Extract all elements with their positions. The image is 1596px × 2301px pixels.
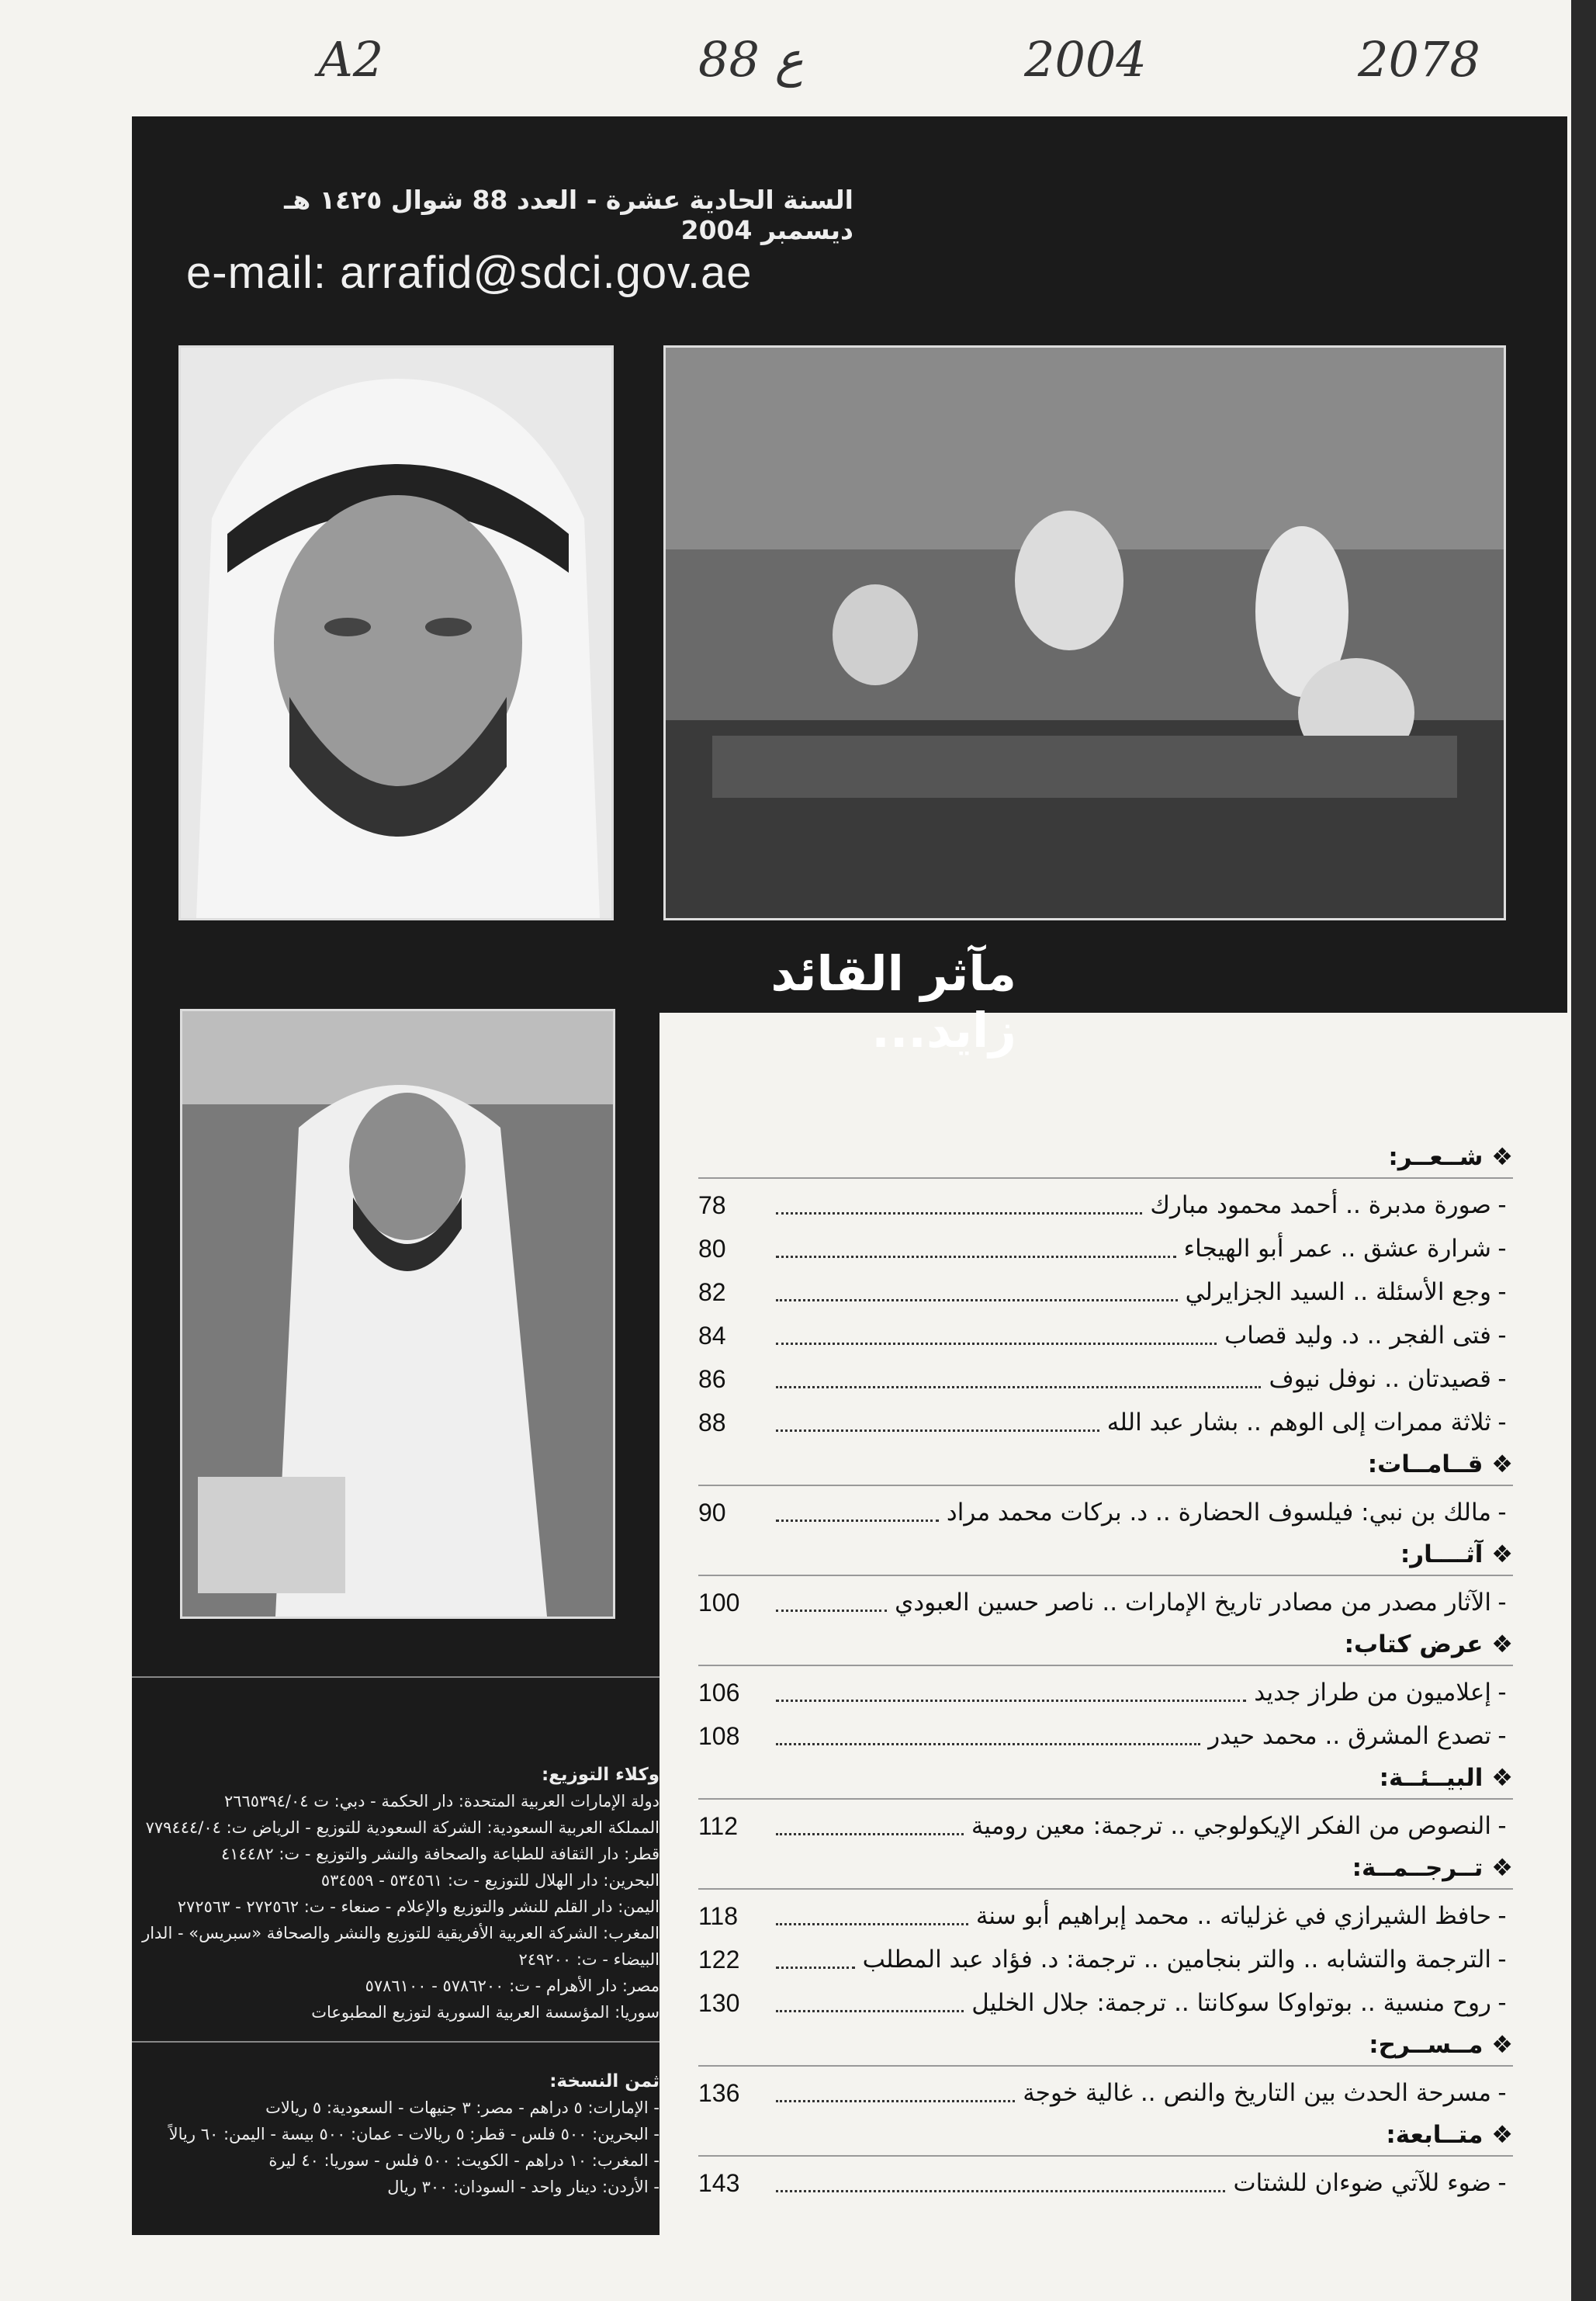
toc-section-theater: ❖ مــســرح: — [698, 2025, 1513, 2067]
toc-entry[interactable]: - إعلاميون من طراز جديد 106 — [698, 1678, 1507, 1707]
handwritten-note-issue: 88 ع — [698, 31, 804, 88]
toc-entry-title: صورة مدبرة .. أحمد محمود مبارك — [1150, 1191, 1491, 1219]
agent-line: سوريا: المؤسسة العربية السورية لتوزيع المطبوعات — [311, 2003, 660, 2022]
toc-section-poetry: ❖ شــعــر: — [698, 1137, 1513, 1179]
toc-entry-page: 122 — [698, 1945, 740, 1974]
toc-entry[interactable]: - صورة مدبرة .. أحمد محمود مبارك 78 — [698, 1190, 1507, 1219]
toc-entry[interactable]: - روح منسية .. بوتواوكا سوكانتا .. ترجمة: جلال الخليل 130 — [698, 1988, 1507, 2017]
toc-entry-title: فتى الفجر .. د. وليد قصاب — [1224, 1322, 1491, 1350]
handwritten-note-a2: A2 — [318, 31, 384, 88]
toc-entry[interactable]: - وجع الأسئلة .. السيد الجزايرلي 82 — [698, 1277, 1507, 1306]
page-edge-strip — [1571, 0, 1596, 2301]
toc-entry-title: وجع الأسئلة .. السيد الجزايرلي — [1185, 1278, 1491, 1306]
agent-line: البحرين: دار الهلال للتوزيع - ت: ٥٣٤٥٦١ - ٥٣٤٥٥٩ — [320, 1871, 660, 1890]
toc-entry[interactable]: - الترجمة والتشابه .. والتر بنجامين .. ترجمة: د. فؤاد عبد المطلب 122 — [698, 1945, 1507, 1974]
toc-entry-page: 84 — [698, 1321, 726, 1350]
toc-section-antiquities: ❖ آثــــار: — [698, 1534, 1513, 1576]
toc-section-figures: ❖ قــامــات: — [698, 1444, 1513, 1486]
toc-entry-title: الآثار مصدر من مصادر تاريخ الإمارات .. ناصر حسين العبودي — [895, 1589, 1491, 1617]
toc-entry-page: 130 — [698, 1988, 740, 2017]
toc-entry[interactable]: - مالك بن نبي: فيلسوف الحضارة .. د. بركات محمد مراد 90 — [698, 1498, 1507, 1526]
price-separator — [132, 2041, 660, 2043]
toc-entry[interactable]: - ضوء للآتي ضوءان للشتات 143 — [698, 2168, 1507, 2197]
toc-entry[interactable]: - قصيدتان .. نوفل نيوف 86 — [698, 1364, 1507, 1393]
agent-line: اليمن: دار القلم للنشر والتوزيع والإعلام - صنعاء - ت: ٢٧٢٥٦٢ - ٢٧٢٥٦٣ — [177, 1897, 660, 1916]
toc-entry[interactable]: - فتى الفجر .. د. وليد قصاب 84 — [698, 1321, 1507, 1350]
email-address: e-mail: arrafid@sdci.gov.ae — [186, 248, 753, 298]
toc-entry-title: روح منسية .. بوتواوكا سوكانتا .. ترجمة: جلال الخليل — [971, 1989, 1491, 2017]
toc-entry-page: 82 — [698, 1277, 726, 1306]
agent-line: قطر: دار الثقافة للطباعة والصحافة والنشر والتوزيع - ت: ٤١٤٤٨٢ — [220, 1845, 660, 1863]
toc-entry-title: ضوء للآتي ضوءان للشتات — [1233, 2169, 1491, 2197]
toc-section-book-review: ❖ عرض كتاب: — [698, 1624, 1513, 1666]
toc-entry-page: 90 — [698, 1498, 726, 1526]
distribution-separator — [132, 1676, 660, 1678]
toc-entry[interactable]: - الآثار مصدر من مصادر تاريخ الإمارات .. ناصر حسين العبودي 100 — [698, 1588, 1507, 1617]
toc-entry[interactable]: - مسرحة الحدث بين التاريخ والنص .. غالية خوجة 136 — [698, 2078, 1507, 2107]
toc-entry-title: ثلاثة ممرات إلى الوهم .. بشار عبد الله — [1106, 1409, 1491, 1436]
toc-entry-page: 108 — [698, 1721, 740, 1750]
agent-line: دولة الإمارات العربية المتحدة: دار الحكمة - دبي: ت ٢٦٦٥٣٩٤/٠٤ — [223, 1792, 660, 1811]
toc-entry-page: 80 — [698, 1234, 726, 1263]
toc-entry-title: النصوص من الفكر الإيكولوجي .. ترجمة: معين رومية — [971, 1812, 1491, 1840]
toc-entry-page: 106 — [698, 1678, 740, 1707]
toc-entry[interactable]: - النصوص من الفكر الإيكولوجي .. ترجمة: معين رومية 112 — [698, 1811, 1507, 1840]
price-line: - الأردن: دينار واحد - السودان: ٣٠٠ ريال — [387, 2178, 660, 2196]
agent-line: مصر: دار الأهرام - ت: ٥٧٨٦٢٠٠ - ٥٧٨٦١٠٠ — [365, 1977, 660, 1995]
handwritten-note-year: 2004 — [1024, 31, 1147, 88]
price-line: - المغرب: ١٠ دراهم - الكويت: ٥٠٠ فلس - سوريا: ٤٠ ليرة — [268, 2151, 660, 2170]
agent-line: البيضاء - ت: ٢٤٩٢٠٠ — [518, 1950, 660, 1969]
toc-section-environment: ❖ البيــئــة: — [698, 1758, 1513, 1800]
toc-entry-page: 86 — [698, 1364, 726, 1393]
toc-entry-page: 100 — [698, 1588, 740, 1617]
toc-entry-title: شرارة عشق .. عمر أبو الهيجاء — [1183, 1235, 1491, 1263]
toc-entry-page: 88 — [698, 1408, 726, 1436]
toc-entry-page: 78 — [698, 1190, 726, 1219]
toc-entry-title: تصدع المشرق .. محمد حيدر — [1208, 1722, 1491, 1750]
parade-photo — [663, 345, 1506, 920]
reading-photo — [180, 1009, 615, 1619]
toc-entry-page: 112 — [698, 1811, 739, 1840]
price-heading: ثمن النسخة: — [549, 2071, 660, 2091]
toc-entry-title: مسرحة الحدث بين التاريخ والنص .. غالية خوجة — [1023, 2079, 1491, 2107]
toc-entry-title: حافظ الشيرازي في غزلياته .. محمد إبراهيم أبو سنة — [975, 1902, 1491, 1930]
toc-entry-title: مالك بن نبي: فيلسوف الحضارة .. د. بركات محمد مراد — [946, 1499, 1491, 1526]
toc-entry-title: الترجمة والتشابه .. والتر بنجامين .. ترجمة: د. فؤاد عبد المطلب — [862, 1946, 1491, 1974]
toc-entry[interactable]: - ثلاثة ممرات إلى الوهم .. بشار عبد الله 88 — [698, 1408, 1507, 1436]
table-of-contents — [698, 1137, 1513, 2205]
toc-section-followup: ❖ متــابعة: — [698, 2115, 1513, 2157]
price-line: - الإمارات: ٥ دراهم - مصر: ٣ جنيهات - السعودية: ٥ ريالات — [265, 2098, 660, 2117]
feature-title: مآثر القائد زايد... — [770, 945, 1016, 1059]
toc-entry[interactable]: - تصدع المشرق .. محمد حيدر 108 — [698, 1721, 1507, 1750]
toc-entry-title: إعلاميون من طراز جديد — [1254, 1679, 1491, 1707]
handwritten-note-number: 2078 — [1358, 31, 1480, 88]
portrait-photo — [178, 345, 614, 920]
issue-line: السنة الحادية عشرة - العدد 88 شوال ١٤٢٥ هـ ديسمبر 2004 — [284, 185, 853, 245]
toc-entry-page: 143 — [698, 2168, 740, 2197]
toc-section-translation: ❖ تــرجــمــة: — [698, 1848, 1513, 1890]
toc-entry-page: 118 — [698, 1901, 739, 1930]
toc-entry-title: قصيدتان .. نوفل نيوف — [1269, 1365, 1491, 1393]
agent-line: المملكة العربية السعودية: الشركة السعودية للتوزيع - الرياض ت: ٧٧٩٤٤٤/٠٤ — [145, 1818, 660, 1837]
toc-entry[interactable]: - حافظ الشيرازي في غزلياته .. محمد إبراهيم أبو سنة 118 — [698, 1901, 1507, 1930]
toc-entry[interactable]: - شرارة عشق .. عمر أبو الهيجاء 80 — [698, 1234, 1507, 1263]
agent-line: المغرب: الشركة العربية الأفريقية للتوزيع والنشر والصحافة «سبريس» - الدار — [142, 1924, 660, 1942]
agents-heading: وكلاء التوزيع: — [541, 1765, 660, 1785]
copy-prices — [132, 2068, 660, 2200]
toc-entry-page: 136 — [698, 2078, 740, 2107]
price-line: - البحرين: ٥٠٠ فلس - قطر: ٥ ريالات - عمان: ٥٠٠ بيسة - اليمن: ٦٠ ريالاً — [168, 2125, 660, 2143]
distribution-agents — [132, 1762, 660, 2026]
